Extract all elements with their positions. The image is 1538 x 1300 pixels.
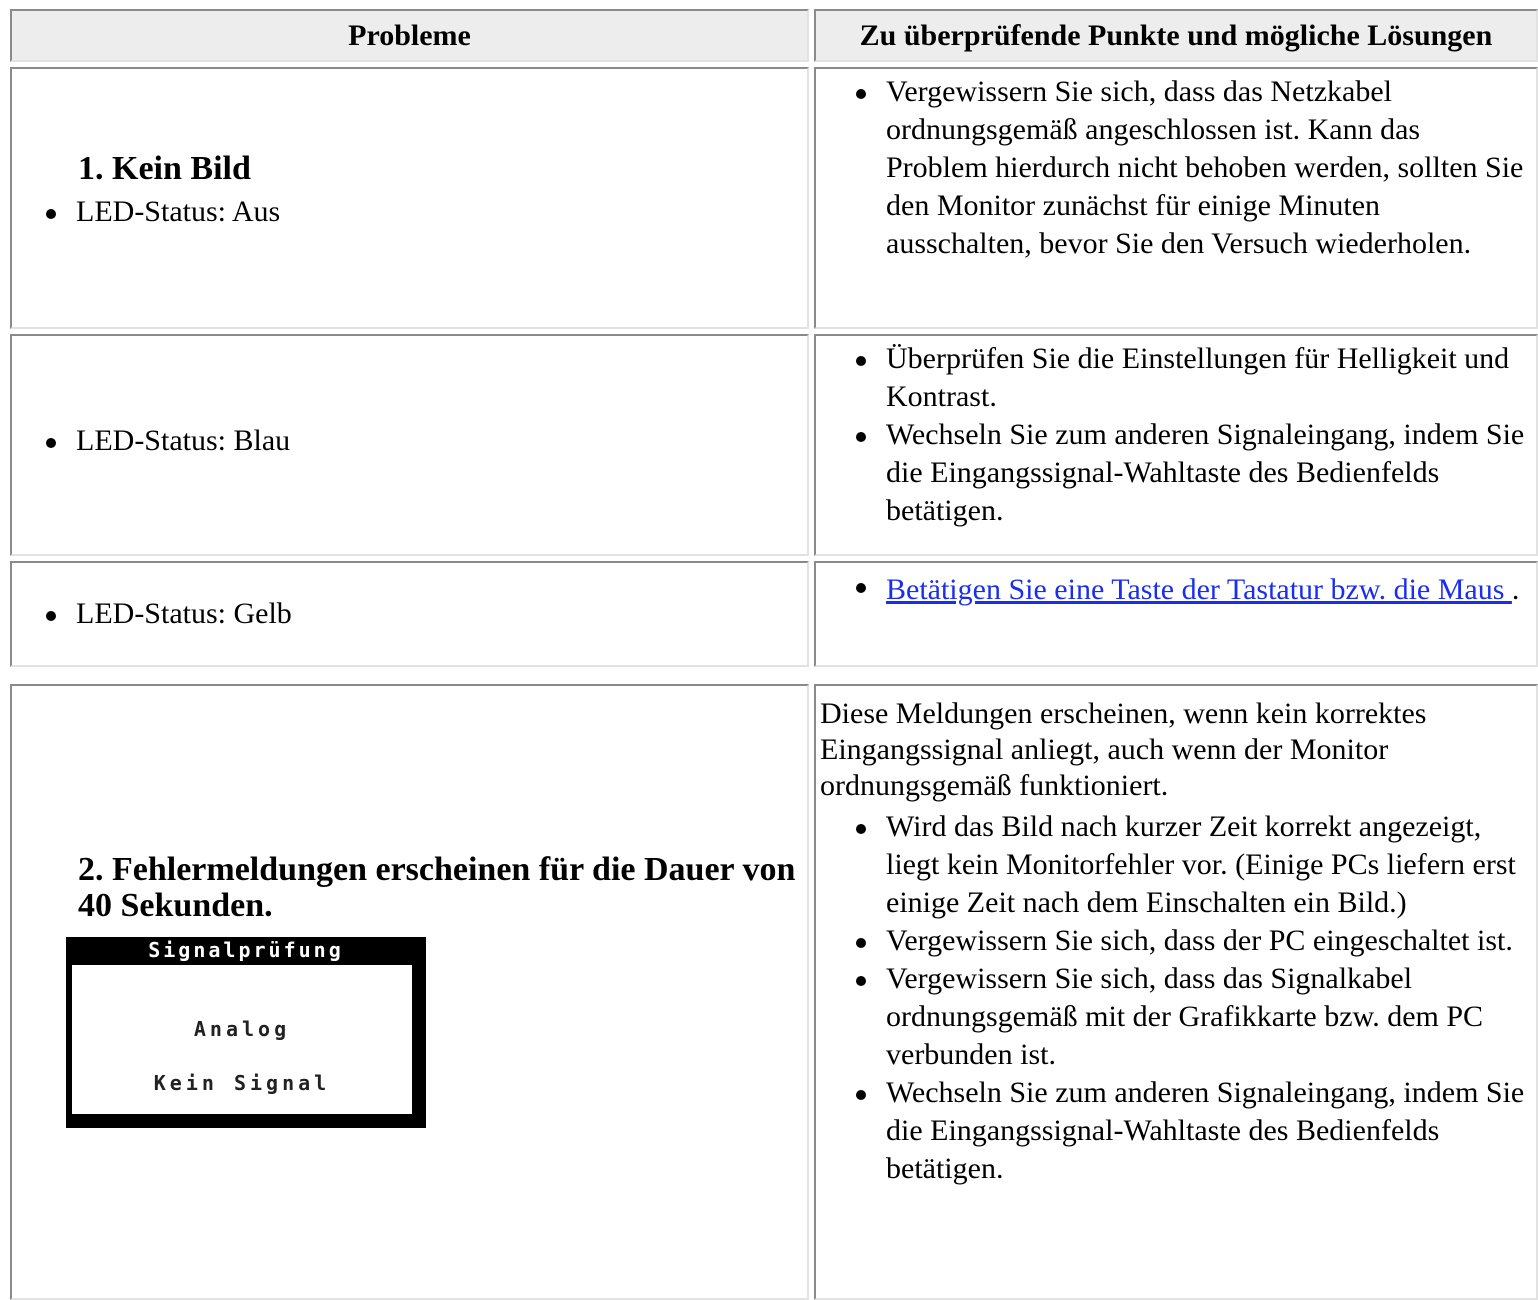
row-1-problem-title: 1. Kein Bild (78, 150, 251, 187)
row-2-solution-item-2: Wechseln Sie zum anderen Signaleingang, indem Sie die Eingangssignal-Wahltaste des Bedienfelds betätigen. (822, 416, 1528, 530)
row-1-problem-cell (10, 67, 809, 329)
row-2-solution-cell (814, 334, 1538, 556)
row-4-problem-title: 2. Fehlermeldungen erscheinen für die Dauer von 40 Sekunden. (78, 851, 796, 924)
row-4-solution-item-4: Wechseln Sie zum anderen Signaleingang, indem Sie die Eingangssignal-Wahltaste des Bedienfelds betätigen. (822, 1074, 1528, 1188)
header-solutions-label: Zu überprüfende Punkte und mögliche Lösungen (859, 18, 1493, 52)
row-3-problem-list (12, 595, 807, 633)
row-3-solution-cell (814, 561, 1538, 667)
row-1-solution-cell (814, 67, 1538, 329)
row-3-solution-item (822, 567, 1528, 613)
row-4-solution-list (822, 808, 1528, 1188)
row-1-solution-item: Vergewissern Sie sich, dass das Netzkabel ordnungsgemäß angeschlossen ist. Kann das Problem hierdurch nicht behoben werden, sollten Sie den Monitor zunächst für einige Minuten ausschalten, bevor Sie den Versuch wiederholen. (822, 73, 1528, 263)
row-3-led-status: LED-Status: Gelb (12, 595, 807, 633)
row-4-solution-item-2: Vergewissern Sie sich, dass der PC eingeschaltet ist. (822, 922, 1528, 960)
row-3-solution-list (822, 567, 1528, 613)
signal-check-osd-image (66, 937, 426, 1128)
row-4-solution-cell (814, 684, 1538, 1300)
header-cell-solutions (814, 9, 1538, 62)
row-2-problem-cell (10, 334, 809, 556)
row-3-problem-cell (10, 561, 809, 667)
row-1-problem-list (12, 193, 807, 231)
row-1-led-status: LED-Status: Aus (12, 193, 807, 231)
osd-title: Signalprüfung (148, 938, 344, 962)
row-2-solution-item-1: Überprüfen Sie die Einstellungen für Helligkeit und Kontrast. (822, 340, 1528, 416)
row-2-led-status: LED-Status: Blau (12, 422, 807, 460)
row-4-intro-text: Diese Meldungen erscheinen, wenn kein korrektes Eingangssignal anliegt, auch wenn der Monitor ordnungsgemäß funktioniert. (820, 697, 1427, 802)
header-problems-label: Probleme (348, 18, 471, 52)
osd-line-analog: Analog (193, 1017, 291, 1041)
osd-line-no-signal: Kein Signal (153, 1071, 331, 1095)
header-cell-problems (10, 9, 809, 62)
row-1-solution-list (822, 73, 1528, 263)
osd-body (70, 963, 414, 1116)
link-suffix: . (1511, 573, 1520, 606)
row-4-solution-item-3: Vergewissern Sie sich, dass das Signalkabel ordnungsgemäß mit der Grafikkarte bzw. dem PC verbunden ist. (822, 960, 1528, 1074)
row-4-solution-item-1: Wird das Bild nach kurzer Zeit korrekt angezeigt, liegt kein Monitorfehler vor. (Einige PCs liefern erst einige Zeit nach dem Einschalten ein Bild.) (822, 808, 1528, 922)
row-2-problem-list (12, 422, 807, 460)
press-key-link[interactable]: Betätigen Sie eine Taste der Tastatur bzw. die Maus (886, 573, 1512, 606)
row-2-solution-list (822, 340, 1528, 530)
